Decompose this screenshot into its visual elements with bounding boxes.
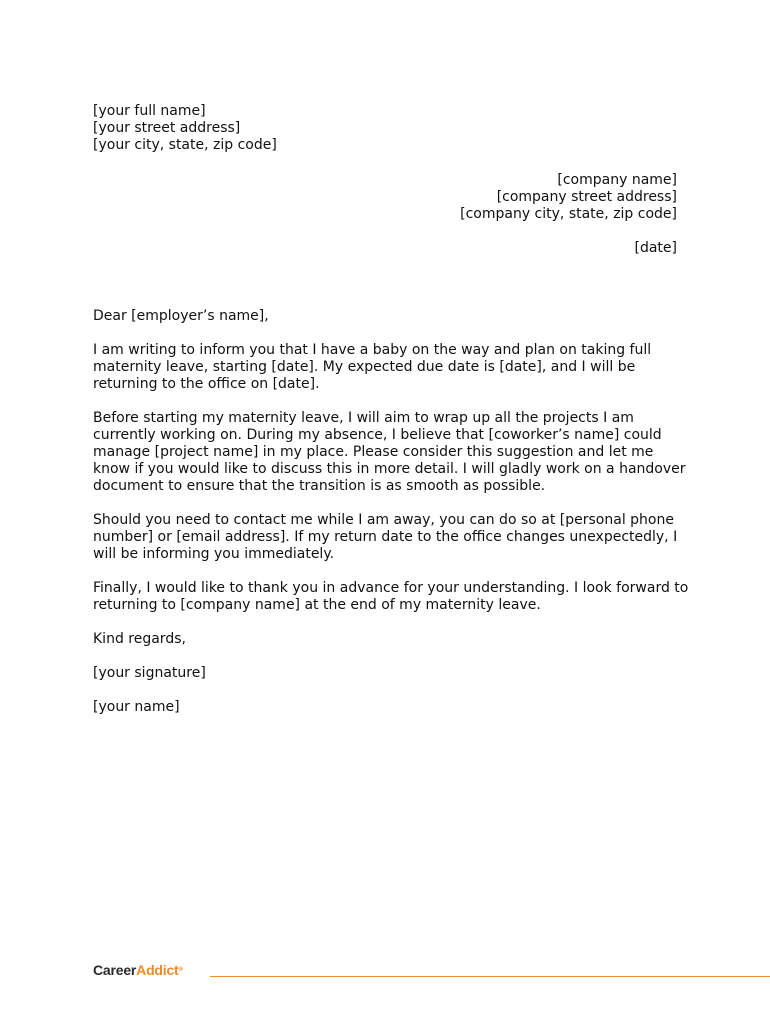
logo-text-addict: Addict — [136, 962, 179, 978]
sender-name-signoff: [your name] — [93, 699, 180, 715]
recipient-street: [company street address] — [496, 189, 677, 205]
logo-text-career: Career — [93, 962, 137, 978]
recipient-company: [company name] — [557, 172, 677, 188]
sender-name: [your full name] — [93, 103, 206, 119]
closing: Kind regards, — [93, 631, 186, 647]
careeraddict-logo — [93, 962, 183, 979]
salutation: Dear [employer’s name], — [93, 308, 269, 324]
logo-registered-mark: ® — [178, 967, 183, 973]
paragraph-4: Finally, I would like to thank you in advance for your understanding. I look forward to returning to [company name] at the end of my maternity leave. — [93, 580, 689, 613]
letter-date: [date] — [634, 240, 677, 256]
recipient-city: [company city, state, zip code] — [460, 206, 677, 222]
footer — [93, 962, 770, 982]
paragraph-2: Before starting my maternity leave, I will aim to wrap up all the projects I am currently working on. During my absence, I believe that [coworker’s name] could manage [project name] in my place. Please consider this suggestion and let me know if you would like to discuss this in more detail. I will gladly work on a handover document to ensure that the transition is as smooth as possible. — [93, 410, 686, 494]
letter-body — [93, 308, 693, 733]
signature-placeholder: [your signature] — [93, 665, 206, 681]
sender-street: [your street address] — [93, 120, 241, 136]
sender-city: [your city, state, zip code] — [93, 137, 277, 153]
paragraph-3: Should you need to contact me while I am away, you can do so at [personal phone number] or [email address]. If my return date to the office changes unexpectedly, I will be informing you immediately. — [93, 512, 678, 562]
sender-address-block — [93, 103, 277, 154]
footer-divider — [210, 976, 770, 977]
recipient-address-block — [460, 172, 677, 223]
paragraph-1: I am writing to inform you that I have a baby on the way and plan on taking full maternity leave, starting [date]. My expected due date is [date], and I will be returning to the office on [date]. — [93, 342, 652, 392]
